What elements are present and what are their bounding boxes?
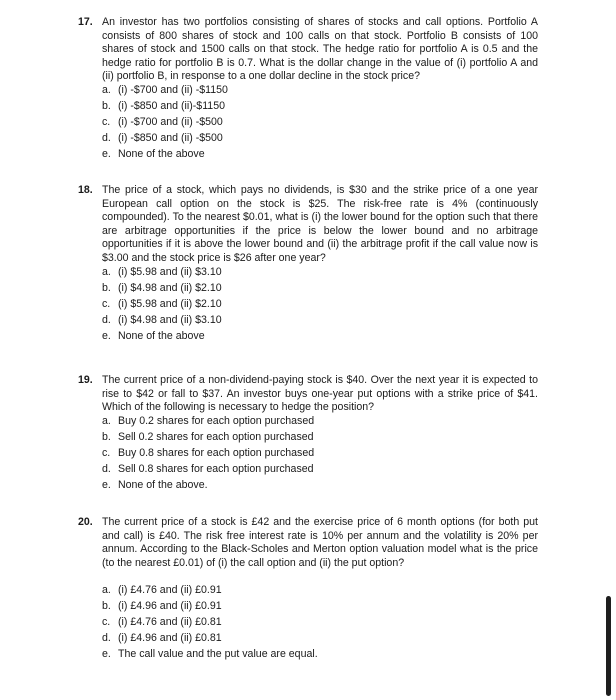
question-number: 17. xyxy=(78,16,93,28)
option-text: None of the above xyxy=(118,329,205,342)
option-letter: a. xyxy=(102,414,111,427)
option-e[interactable] xyxy=(102,148,538,162)
option-text: None of the above xyxy=(118,147,205,160)
question-19 xyxy=(78,374,538,495)
question-18 xyxy=(78,184,538,345)
question-17 xyxy=(78,16,538,164)
option-b[interactable] xyxy=(102,100,538,114)
option-letter: e. xyxy=(102,478,111,491)
option-letter: b. xyxy=(102,99,111,112)
answer-options xyxy=(78,266,538,344)
answer-options xyxy=(78,84,538,162)
option-c[interactable] xyxy=(102,298,538,312)
option-text: (i) $5.98 and (ii) $3.10 xyxy=(118,265,222,278)
option-letter: d. xyxy=(102,462,111,475)
option-letter: e. xyxy=(102,147,111,160)
option-text: (i) £4.96 and (ii) £0.81 xyxy=(118,632,222,645)
option-text: (i) $4.98 and (ii) $2.10 xyxy=(118,281,222,294)
question-18-stem xyxy=(78,184,538,266)
option-c[interactable] xyxy=(102,116,538,130)
question-text: The current price of a non-dividend-paying stock is $40. Over the next year it is expected to rise to $42 or fall to $37. An investor buys one-year put options with a strike price of $41. Which of the following is necessary to hedge the position? xyxy=(102,374,538,414)
option-e[interactable] xyxy=(102,479,538,493)
option-text: (i) -$850 and (ii) -$500 xyxy=(118,131,223,144)
question-20-stem xyxy=(78,516,538,570)
option-c[interactable] xyxy=(102,616,538,630)
option-a[interactable] xyxy=(102,415,538,429)
answer-options xyxy=(78,415,538,493)
option-text: (i) -$700 and (ii) -$500 xyxy=(118,115,223,128)
option-letter: a. xyxy=(102,83,111,96)
option-text: (i) $5.98 and (ii) $2.10 xyxy=(118,297,222,310)
option-e[interactable] xyxy=(102,330,538,344)
option-letter: d. xyxy=(102,131,111,144)
option-letter: e. xyxy=(102,648,111,661)
question-number: 19. xyxy=(78,374,93,386)
option-a[interactable] xyxy=(102,266,538,280)
question-text: The current price of a stock is £42 and the exercise price of 6 month options (for both put and call) is £40. The risk free interest rate is 10% per annum and the volatility is 20% per annum. According to the Black-Scholes and Merton option valuation model what is the price (to the nearest £0.01) of (i) the call option and (ii) the put option? xyxy=(102,516,538,569)
option-d[interactable] xyxy=(102,132,538,146)
option-a[interactable] xyxy=(102,84,538,98)
option-a[interactable] xyxy=(102,584,538,598)
question-20 xyxy=(78,516,538,664)
question-number: 20. xyxy=(78,516,93,528)
option-letter: a. xyxy=(102,584,111,597)
option-letter: e. xyxy=(102,329,111,342)
option-d[interactable] xyxy=(102,632,538,646)
option-e[interactable] xyxy=(102,648,538,662)
question-text: An investor has two portfolios consisting of shares of stocks and call options. Portfolio A consists of 800 shares of stock and 100 calls on that stock. Portfolio B consists of 100 shares of stock and 1500 calls on that stock. The hedge ratio for portfolio A is 0.5 and the hedge ratio for portfolio B is 0.7. What is the dollar change in the value of (i) portfolio A and (ii) portfolio B, in response to a one dollar decline in the stock price? xyxy=(102,16,538,83)
question-number: 18. xyxy=(78,184,93,196)
option-b[interactable] xyxy=(102,600,538,614)
question-17-stem xyxy=(78,16,538,84)
option-letter: d. xyxy=(102,632,111,645)
option-text: Sell 0.8 shares for each option purchased xyxy=(118,462,314,475)
option-text: Sell 0.2 shares for each option purchased xyxy=(118,430,314,443)
answer-options xyxy=(78,584,538,662)
option-text: (i) £4.76 and (ii) £0.91 xyxy=(118,584,222,597)
option-b[interactable] xyxy=(102,282,538,296)
option-letter: b. xyxy=(102,281,111,294)
scrollbar-thumb[interactable] xyxy=(606,596,611,696)
option-b[interactable] xyxy=(102,431,538,445)
option-letter: a. xyxy=(102,265,111,278)
option-letter: c. xyxy=(102,297,111,310)
option-letter: b. xyxy=(102,430,111,443)
option-letter: c. xyxy=(102,115,111,128)
option-text: (i) $4.98 and (ii) $3.10 xyxy=(118,313,222,326)
question-19-stem xyxy=(78,374,538,415)
option-text: (i) £4.96 and (ii) £0.91 xyxy=(118,600,222,613)
option-d[interactable] xyxy=(102,463,538,477)
option-text: (i) -$700 and (ii) -$1150 xyxy=(118,83,228,96)
option-letter: c. xyxy=(102,616,111,629)
question-text: The price of a stock, which pays no dividends, is $30 and the strike price of a one year European call option on the stock is $25. The risk-free rate is 4% (continuously compounded). To the nearest $0.01, what is (i) the lower bound for the option such that there are arbitrage opportunities if the price is below the lower bound and no arbitrage opportunities if it is above the lower bound and (ii) the arbitrage profit if the call value now is $3.00 and the stock price is $26 after one year? xyxy=(102,184,538,264)
option-d[interactable] xyxy=(102,314,538,328)
option-text: Buy 0.2 shares for each option purchased xyxy=(118,414,315,427)
option-letter: c. xyxy=(102,446,111,459)
option-text: None of the above. xyxy=(118,478,208,491)
option-text: (i) -$850 and (ii)-$1150 xyxy=(118,99,225,112)
option-text: (i) £4.76 and (ii) £0.81 xyxy=(118,616,222,629)
option-c[interactable] xyxy=(102,447,538,461)
option-letter: b. xyxy=(102,600,111,613)
option-text: The call value and the put value are equal. xyxy=(118,648,318,661)
option-letter: d. xyxy=(102,313,111,326)
option-text: Buy 0.8 shares for each option purchased xyxy=(118,446,315,459)
